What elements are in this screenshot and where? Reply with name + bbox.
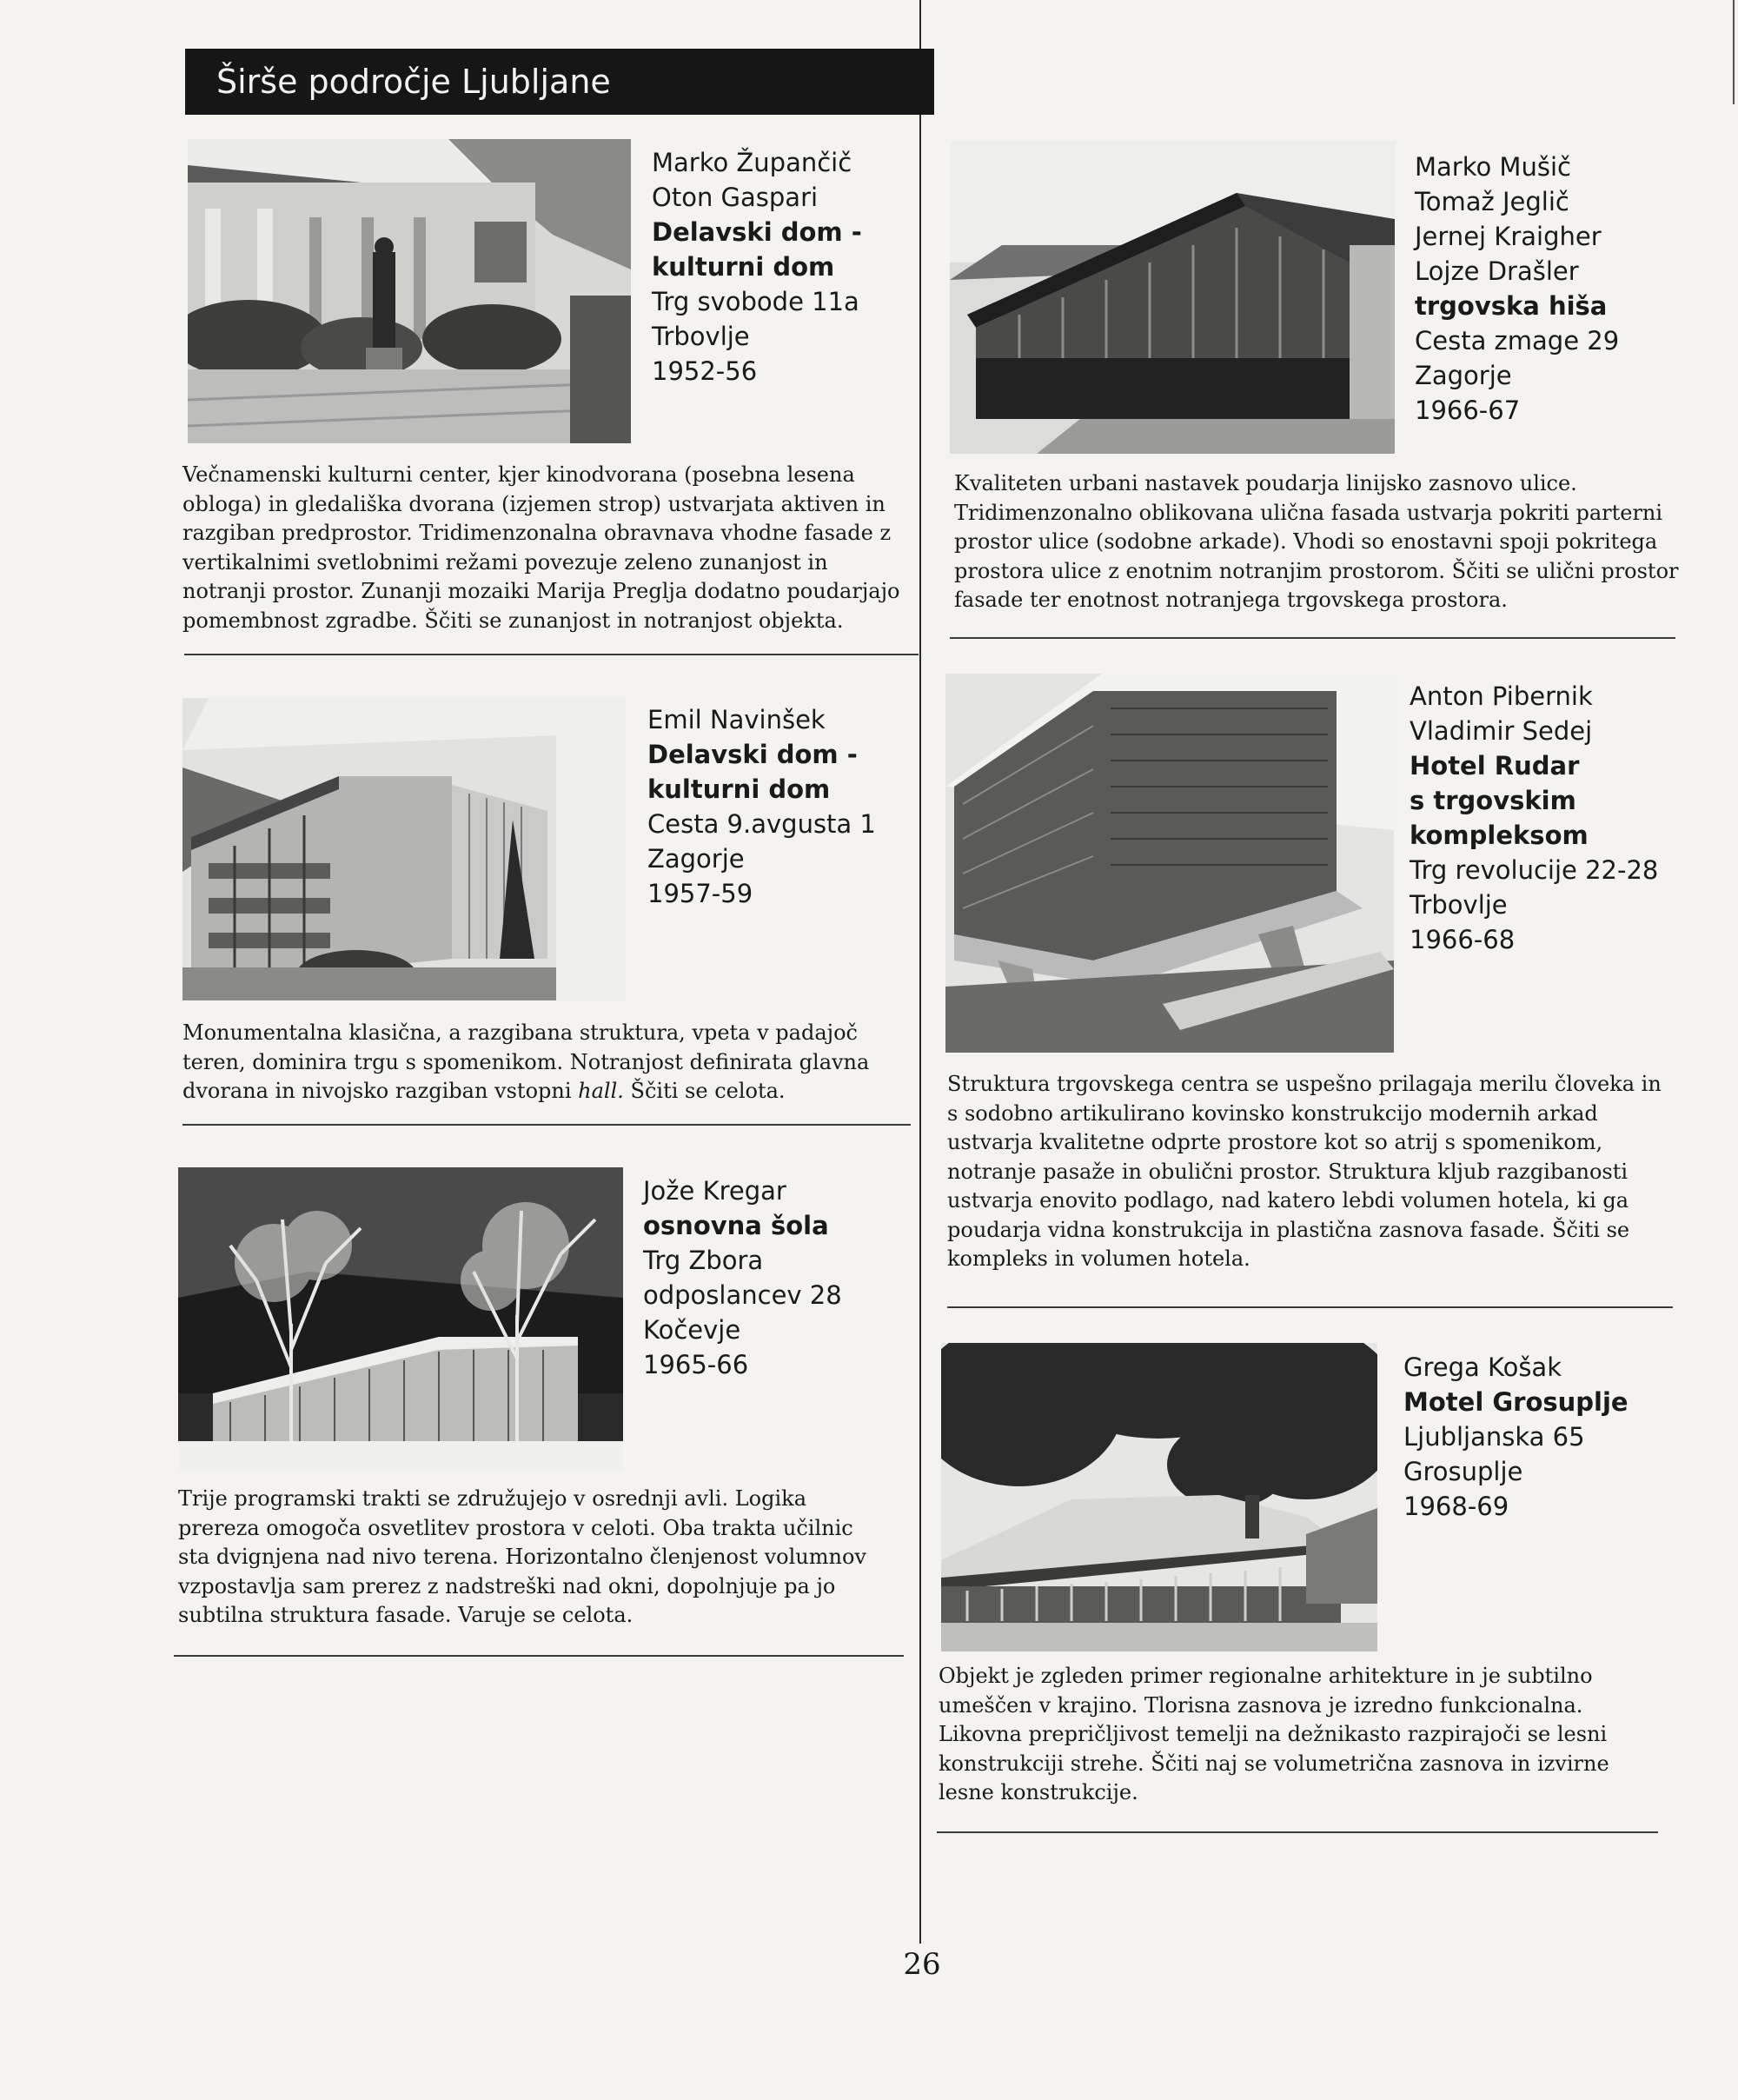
page-number: 26: [903, 1947, 941, 1982]
photo-trgovska-hisa-zagorje: [950, 141, 1395, 454]
entry-info-delavski-dom-zagorje: [647, 702, 876, 911]
address: Ljubljanska 65: [1403, 1422, 1585, 1452]
section-header: [185, 49, 934, 115]
author-name: Marko Župančič: [652, 148, 852, 177]
place: Zagorje: [1415, 361, 1512, 390]
years: 1966-68: [1410, 925, 1516, 954]
entry-info-osnovna-sola-kocevje: [643, 1173, 842, 1382]
author-name: Emil Navinšek: [647, 705, 826, 734]
years: 1952-56: [652, 356, 758, 386]
divider: [947, 1306, 1673, 1308]
author-name: Vladimir Sedej: [1410, 716, 1593, 746]
years: 1957-59: [647, 879, 753, 908]
author-name: Grega Košak: [1403, 1352, 1562, 1382]
photo-osnovna-sola-kocevje: [178, 1167, 623, 1472]
author-name: Marko Mušič: [1415, 152, 1571, 182]
description-motel-grosuplje: Objekt je zgleden primer regionalne arhitekture in je subtilno umeščen v krajino. Tlorisna zasnova je izredno funkcionalna. Likovna prepričljivost temelji na dežnikasto razpirajoči se lesni konstrukciji strehe. Ščiti naj se volumetrična zasnova in izvirne lesne konstrukcije.: [939, 1664, 1609, 1804]
entry-info-delavski-dom-trbovlje: [652, 145, 862, 389]
photo-delavski-dom-trbovlje: [188, 139, 631, 443]
address: Cesta 9.avgusta 1: [647, 809, 876, 839]
place: Grosuplje: [1403, 1457, 1523, 1486]
photo-motel-grosuplje: [941, 1343, 1377, 1651]
author-name: Jernej Kraigher: [1415, 222, 1602, 251]
author-name: Anton Pibernik: [1410, 681, 1593, 711]
author-name: Jože Kregar: [643, 1176, 786, 1206]
address: Trg svobode 11a: [652, 287, 859, 316]
description-text: Ščiti se celota.: [623, 1079, 786, 1103]
description-hotel-rudar: Struktura trgovskega centra se uspešno prilagaja merilu človeka in s sodobno artikulirano kovinsko konstrukcijo modernih arkad ustvarja kvalitetne odprte prostore kot so atrij s spomenikom, notranje pasaže in obulični prostor. Struktura kljub razgibanosti ustvarja enovito podlago, nad katero lebdi volumen hotela, ki ga poudarja vidna konstrukcija in plastična zasnova fasade. Ščiti se kompleks in volumen hotela.: [947, 1072, 1662, 1271]
divider: [184, 654, 919, 655]
address: Trg Zbora: [643, 1246, 764, 1275]
entry-info-motel-grosuplje: [1403, 1350, 1629, 1524]
gutter-line: [919, 0, 921, 1944]
years: 1965-66: [643, 1350, 749, 1379]
years: 1968-69: [1403, 1492, 1509, 1521]
divider: [950, 637, 1675, 639]
description-delavski-dom-trbovlje: Večnamenski kulturni center, kjer kinodvorana (posebna lesena obloga) in gledališka dvorana (izjemen strop) ustvarjata aktiven in razgiban predprostor. Tridimenzonalna obravnava vhodne fasade z vertikalnimi svetlobnimi režami povezuje zeleno zunanjost in notranji prostor. Zunanji mozaiki Marija Preglja dodatno poudarjajo pomembnost zgradbe. Ščiti se zunanjost in notranjost objekta.: [182, 462, 900, 633]
author-name: Oton Gaspari: [652, 183, 819, 212]
building-title: Hotel Rudar: [1410, 751, 1580, 781]
author-name: Tomaž Jeglič: [1415, 187, 1569, 216]
divider: [937, 1831, 1658, 1833]
author-name: Lojze Drašler: [1415, 256, 1579, 286]
building-title: Motel Grosuplje: [1403, 1387, 1629, 1417]
place: Zagorje: [647, 844, 745, 874]
description-delavski-dom-zagorje: [182, 1019, 904, 1106]
photo-hotel-rudar: [945, 674, 1394, 1053]
divider: [174, 1655, 904, 1657]
building-title: trgovska hiša: [1415, 291, 1608, 321]
description-trgovska-hisa-zagorje: Kvaliteten urbani nastavek poudarja linijsko zasnovo ulice. Tridimenzonalno oblikovana ulična fasada ustvarja pokriti parterni prostor ulice (sodobne arkade). Vhodi so enostavni spoji pokritega prostora ulice z enotnim notranjim prostorom. Ščiti se ulični prostor fasade ter enotnost notranjega trgovskega prostora.: [954, 471, 1679, 612]
years: 1966-67: [1415, 395, 1521, 425]
building-title: Delavski dom -: [652, 217, 862, 247]
place: Trbovlje: [1410, 890, 1508, 920]
entry-info-hotel-rudar: [1410, 679, 1658, 957]
building-title: kulturni dom: [647, 774, 831, 804]
building-title: kulturni dom: [652, 252, 835, 282]
address: Trg revolucije 22-28: [1410, 855, 1659, 885]
building-title: kompleksom: [1410, 821, 1589, 850]
place: Trbovlje: [652, 322, 750, 351]
entry-info-trgovska-hisa-zagorje: [1415, 150, 1619, 428]
building-title: s trgovskim: [1410, 786, 1576, 815]
page-edge: [1733, 0, 1735, 104]
building-title: Delavski dom -: [647, 740, 858, 769]
divider: [182, 1124, 911, 1126]
photo-delavski-dom-zagorje: [182, 698, 626, 1000]
description-italic: hall.: [578, 1079, 624, 1103]
address: odposlancev 28: [643, 1280, 842, 1310]
description-osnovna-sola-kocevje: Trije programski trakti se združujejo v osrednji avli. Logika prereza omogoča osvetlitev prostora v celoti. Oba trakta učilnic sta dvignjena nad nivo terena. Horizontalno členjenost volumnov vzpostavlja sam prerez z nadstreški nad okni, dopolnjuje pa jo subtilna struktura fasade. Varuje se celota.: [178, 1486, 866, 1627]
place: Kočevje: [643, 1315, 741, 1345]
description-text: Monumentalna klasična, a razgibana struktura, vpeta v padajoč teren, dominira trgu s spomenikom. Notranjost definirata glavna dvorana in nivojsko razgiban vstopni: [182, 1020, 870, 1103]
section-title: Širše področje Ljubljane: [216, 63, 611, 101]
building-title: osnovna šola: [643, 1211, 829, 1240]
address: Cesta zmage 29: [1415, 326, 1620, 356]
